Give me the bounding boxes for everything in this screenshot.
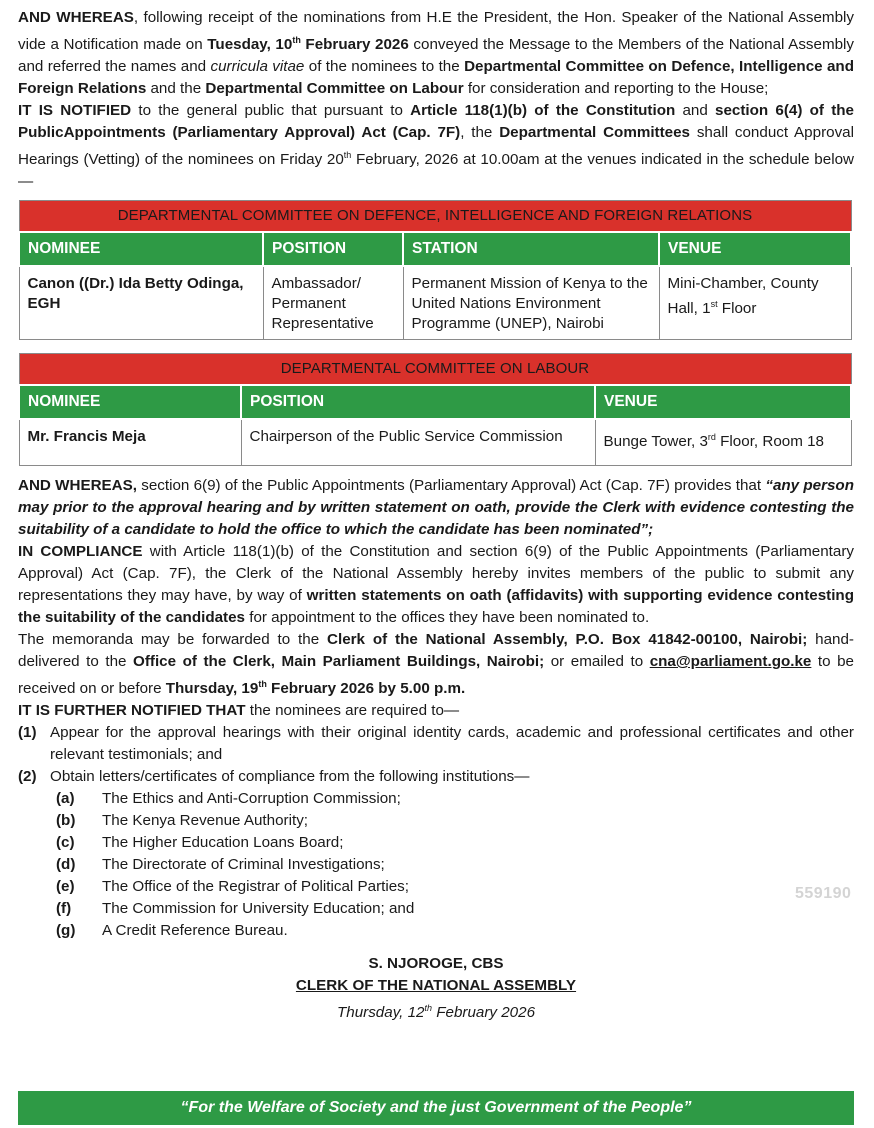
intro-paragraph-1: AND WHEREAS, following receipt of the nominations from H.E the President, the Hon. Speaker of the National Assembly vide a Notification made on Tuesday, 10th February 2026 conveyed the Message to the Members of the National Assembly and referred the names and curricula vitae of the nominees to the Departmental Committee on Defence, Intelligence and Foreign Relations and the Departmental Committee on Labour for consideration and reporting to the House; bbox=[18, 9, 855, 98]
notice-page bbox=[18, 7, 854, 1024]
signatory-office: CLERK OF THE NATIONAL ASSEMBLY bbox=[295, 977, 577, 995]
list-item: (1) Appear for the approval hearings with their original identity cards, academic and professional certificates and other relevant testimonials; and bbox=[18, 724, 854, 764]
institutions-list bbox=[18, 788, 854, 942]
signatory-name: S. NJOROGE, CBS bbox=[368, 955, 504, 973]
table-row bbox=[19, 419, 851, 466]
col-venue: VENUE bbox=[659, 232, 851, 266]
body-paragraph-memoranda: The memoranda may be forwarded to the Clerk of the National Assembly, P.O. Box 41842-00100, Nairobi; hand-delivered to the Office of the Clerk, Main Parliament Buildings, Nairobi; or emailed to cna@parliament.go.ke to be received on or before Thursday, 19th February 2026 by 5.00 p.m. bbox=[18, 631, 855, 698]
list-item: (a) The Ethics and Anti-Corruption Commission; bbox=[56, 790, 401, 808]
requirements-list bbox=[18, 722, 854, 788]
body-paragraph-whereas: AND WHEREAS, section 6(9) of the Public Appointments (Parliamentary Approval) Act (Cap. 7F) provides that “any person may prior to the approval hearing and by written statement on oath, provide the Clerk with evidence contesting the suitability of a candidate to hold the office to which the candidate has been nominated”; bbox=[18, 477, 854, 539]
col-nominee: NOMINEE bbox=[19, 232, 263, 266]
signature-block bbox=[18, 953, 854, 1024]
intro-paragraph-2: IT IS NOTIFIED to the general public that pursuant to Article 118(1)(b) of the Constitution and section 6(4) of the PublicAppointments (Parliamentary Approval) Act (Cap. 7F), the Departmental Committees shall conduct Approval Hearings (Vetting) of the nominees on Friday 20th February, 2026 at 10.00am at the venues indicated in the schedule below— bbox=[18, 102, 854, 191]
labour-committee-table bbox=[18, 353, 852, 466]
col-venue: VENUE bbox=[595, 385, 851, 419]
list-item: (2) Obtain letters/certificates of compliance from the following institutions— bbox=[18, 768, 530, 786]
venue-cell: Mini-Chamber, County Hall, 1st Floor bbox=[659, 266, 851, 340]
position-cell: Chairperson of the Public Service Commission bbox=[241, 419, 595, 466]
col-position: POSITION bbox=[241, 385, 595, 419]
position-cell: Ambassador/ Permanent Representative bbox=[263, 266, 403, 340]
footer-motto-banner: “For the Welfare of Society and the just Government of the People” bbox=[18, 1091, 854, 1125]
list-item: (b) The Kenya Revenue Authority; bbox=[56, 812, 309, 830]
nominee-cell: Canon ((Dr.) Ida Betty Odinga, EGH bbox=[19, 266, 263, 340]
list-item: (c) The Higher Education Loans Board; bbox=[56, 834, 344, 852]
col-station: STATION bbox=[403, 232, 659, 266]
body-paragraph-compliance: IN COMPLIANCE with Article 118(1)(b) of the Constitution and section 6(9) of the Public Appointments (Parliamentary Approval) Act (Cap. 7F), the Clerk of the National Assembly hereby invites members of the public to submit any representations they may have, by way of written statements on oath (affidavits) with supporting evidence contesting the suitability of the candidates for appointment to the offices they have been nominated to. bbox=[18, 543, 854, 627]
list-item: (f) The Commission for University Education; and bbox=[56, 900, 415, 918]
defence-committee-title: DEPARTMENTAL COMMITTEE ON DEFENCE, INTELLIGENCE AND FOREIGN RELATIONS bbox=[19, 201, 851, 233]
list-item: (e) The Office of the Registrar of Political Parties; bbox=[56, 878, 409, 896]
defence-committee-table bbox=[18, 200, 852, 340]
table-row bbox=[19, 266, 851, 340]
watermark: 559190 bbox=[795, 885, 852, 902]
station-cell: Permanent Mission of Kenya to the United Nations Environment Programme (UNEP), Nairobi bbox=[403, 266, 659, 340]
col-position: POSITION bbox=[263, 232, 403, 266]
list-item: (d) The Directorate of Criminal Investigations; bbox=[56, 856, 385, 874]
signature-date: Thursday, 12th February 2026 bbox=[336, 1003, 536, 1022]
list-item: (g) A Credit Reference Bureau. bbox=[56, 922, 288, 940]
col-nominee: NOMINEE bbox=[19, 385, 241, 419]
labour-committee-title: DEPARTMENTAL COMMITTEE ON LABOUR bbox=[19, 354, 851, 386]
email-link[interactable]: cna@parliament.go.ke bbox=[649, 653, 812, 671]
body-paragraph-further: IT IS FURTHER NOTIFIED THAT the nominees are required to— bbox=[18, 702, 460, 720]
nominee-cell: Mr. Francis Meja bbox=[19, 419, 241, 466]
venue-cell: Bunge Tower, 3rd Floor, Room 18 bbox=[595, 419, 851, 466]
